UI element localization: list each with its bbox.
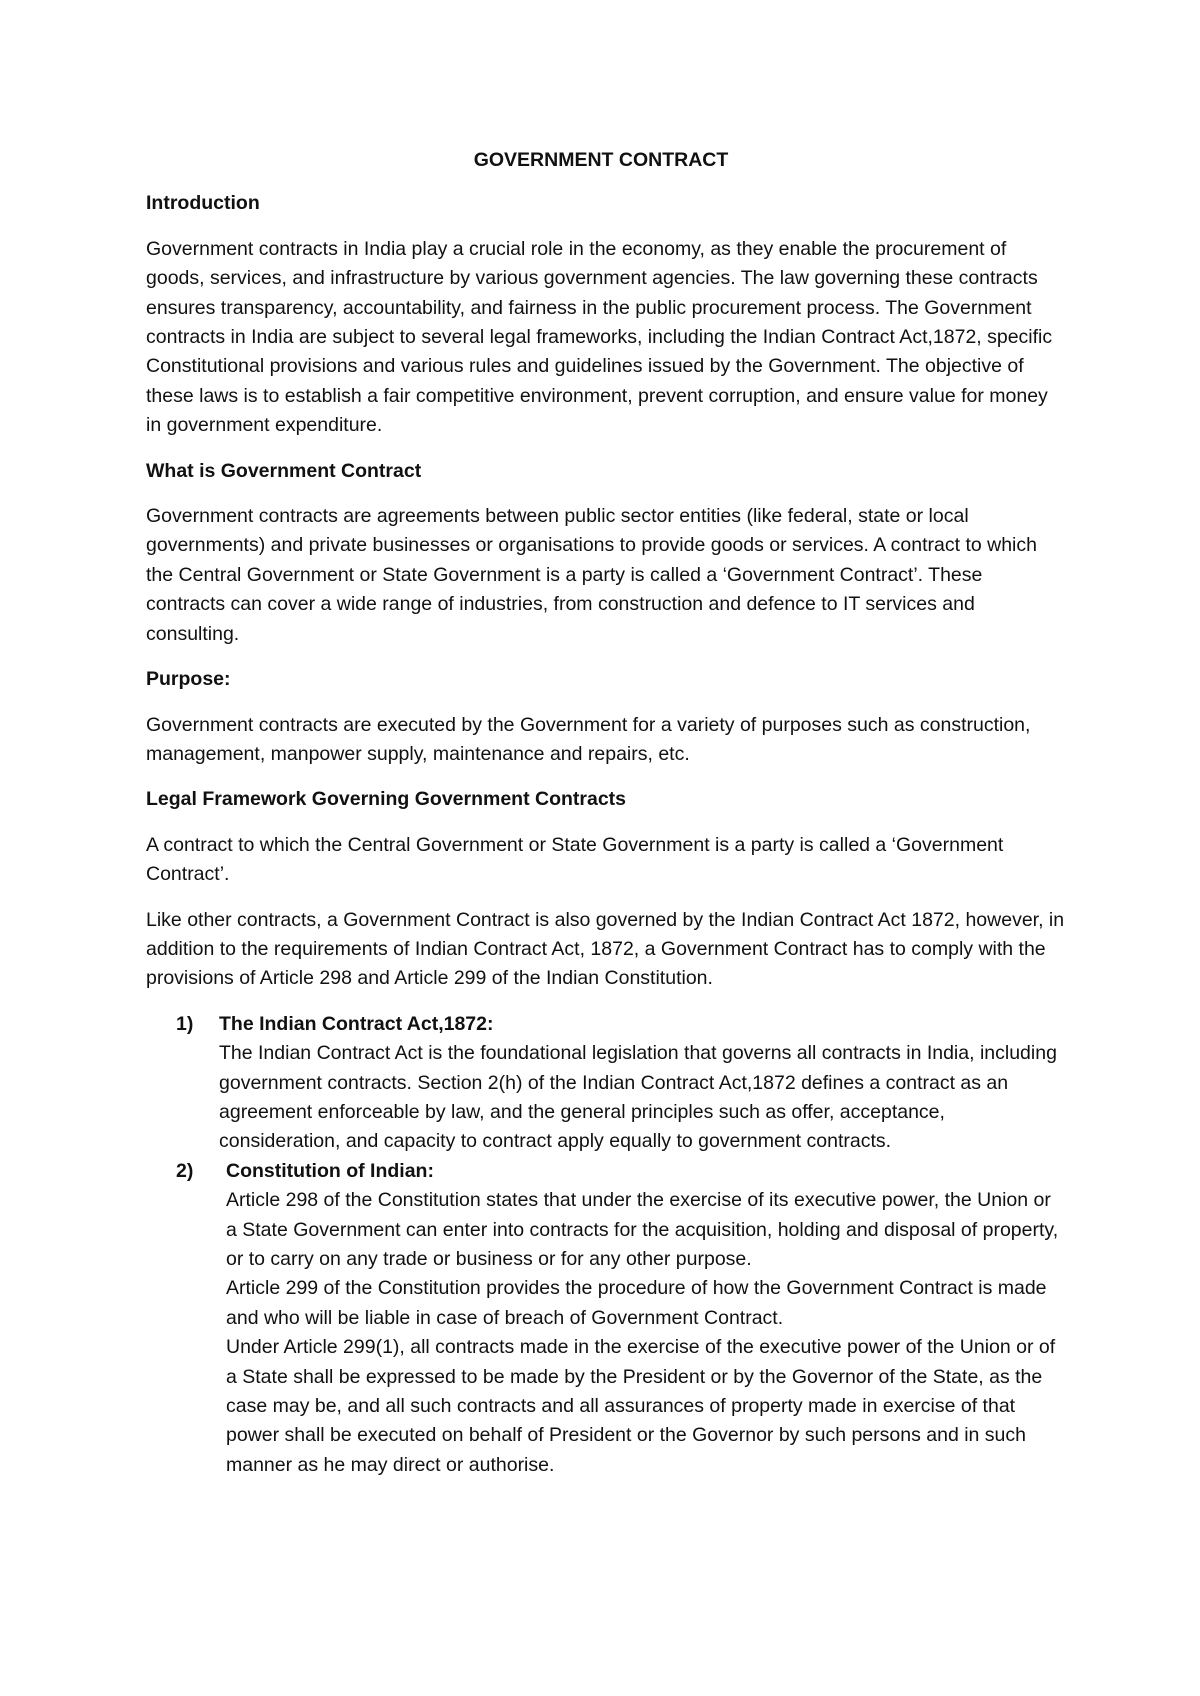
- list-item-text: The Indian Contract Act is the foundational legislation that governs all contracts in India, including government contracts. Section 2(h) of the Indian Contract Act,1872 defines a contract as an agreement enforceable by law, and the general principles such as offer, acceptance, consideration, and capacity to contract apply equally to government contracts.: [219, 1042, 1057, 1153]
- legal-framework-heading: Legal Framework Governing Government Contracts: [146, 788, 627, 811]
- what-is-paragraph: Government contracts are agreements between public sector entities (like federal, state or local governments) and private businesses or organisations to provide goods or services. A contract to which the Central Government or State Government is a party is called a ‘Government Contract’. These contracts can cover a wide range of industries, from construction and defence to IT services and consulting.: [146, 505, 1037, 645]
- list-item-constitution: [176, 1157, 1066, 1480]
- article-299-text: Article 299 of the Constitution provides the procedure of how the Government Contract is made and who will be liable in case of breach of Government Contract.: [226, 1277, 1047, 1329]
- purpose-paragraph: Government contracts are executed by the Government for a variety of purposes such as construction, management, manpower supply, maintenance and repairs, etc.: [146, 713, 1031, 765]
- document-title: GOVERNMENT CONTRACT: [473, 149, 729, 171]
- legal-framework-paragraph-2: Like other contracts, a Government Contract is also governed by the Indian Contract Act 1872, however, in addition to the requirements of Indian Contract Act, 1872, a Government Contract has to comply with the provisions of Article 298 and Article 299 of the Indian Constitution.: [146, 908, 1065, 990]
- list-item-contract-act: [176, 1010, 1066, 1157]
- list-item-number: 2): [176, 1159, 194, 1182]
- introduction-paragraph: Government contracts in India play a crucial role in the economy, as they enable the procurement of goods, services, and infrastructure by various government agencies. The law governing these contracts ensures transparency, accountability, and fairness in the public procurement process. The Government contracts in India are subject to several legal frameworks, including the Indian Contract Act,1872, specific Constitutional provisions and various rules and guidelines issued by the Government. The objective of these laws is to establish a fair competitive environment, prevent corruption, and ensure value for money in government expenditure.: [146, 237, 1053, 437]
- article-299-1-text: Under Article 299(1), all contracts made in the exercise of the executive power of the Union or of a State shall be expressed to be made by the President or by the Governor of the State, as the case may be, and all such contracts and all assurances of property made in exercise of that power shall be executed on behalf of President or the Governor by such persons and in such manner as he may direct or authorise.: [226, 1336, 1056, 1476]
- purpose-heading: Purpose:: [146, 668, 231, 691]
- list-item-title: Constitution of Indian:: [226, 1159, 434, 1182]
- list-item-number: 1): [176, 1012, 194, 1035]
- legal-framework-list: [176, 1010, 1066, 1481]
- legal-framework-paragraph-1: A contract to which the Central Government or State Government is a party is called a ‘Government Contract’.: [146, 833, 1004, 886]
- list-item-title: The Indian Contract Act,1872:: [219, 1012, 494, 1035]
- article-298-text: Article 298 of the Constitution states that under the exercise of its executive power, the Union or a State Government can enter into contracts for the acquisition, holding and disposal of property, or to carry on any trade or business or for any other purpose.: [226, 1189, 1059, 1270]
- introduction-heading: Introduction: [146, 192, 260, 215]
- what-is-heading: What is Government Contract: [146, 459, 422, 482]
- document-body: [146, 146, 1066, 1480]
